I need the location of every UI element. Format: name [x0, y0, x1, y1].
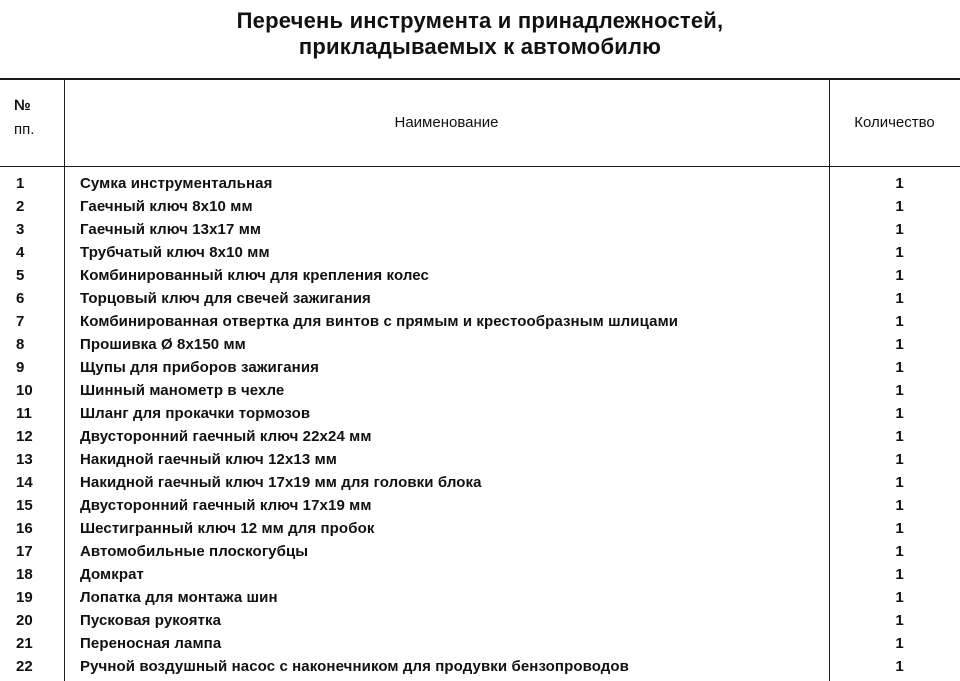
row-number: 19 [16, 589, 33, 606]
row-quantity: 1 [895, 290, 904, 307]
table-row [0, 655, 960, 678]
table-row [0, 632, 960, 655]
table-top-rule [0, 78, 960, 80]
table-row [0, 563, 960, 586]
row-item-name: Щупы для приборов зажигания [80, 359, 320, 376]
document-title [0, 8, 960, 60]
row-item-name: Гаечный ключ 13x17 мм [80, 221, 262, 238]
table-row [0, 356, 960, 379]
row-number: 2 [16, 198, 25, 215]
row-quantity: 1 [895, 497, 904, 514]
table-row [0, 218, 960, 241]
table-row [0, 471, 960, 494]
row-quantity: 1 [895, 382, 904, 399]
row-quantity: 1 [895, 474, 904, 491]
table-header-rule [0, 166, 960, 167]
row-item-name: Шланг для прокачки тормозов [80, 405, 311, 422]
row-item-name: Домкрат [80, 566, 144, 583]
row-quantity: 1 [895, 589, 904, 606]
table-row [0, 379, 960, 402]
header-number-abbrev: пп. [14, 121, 35, 138]
row-item-name: Накидной гаечный ключ 17x19 мм для головки блока [80, 474, 482, 491]
row-item-name: Лопатка для монтажа шин [80, 589, 278, 606]
row-quantity: 1 [895, 543, 904, 560]
header-quantity: Количество [854, 114, 935, 131]
row-quantity: 1 [895, 520, 904, 537]
table-row [0, 586, 960, 609]
row-quantity: 1 [895, 612, 904, 629]
row-quantity: 1 [895, 428, 904, 445]
row-number: 11 [16, 405, 32, 422]
table-row [0, 264, 960, 287]
row-number: 4 [16, 244, 25, 261]
row-number: 9 [16, 359, 25, 376]
table-row [0, 609, 960, 632]
row-number: 7 [16, 313, 25, 330]
table-row [0, 425, 960, 448]
row-quantity: 1 [895, 175, 904, 192]
row-item-name: Двусторонний гаечный ключ 22x24 мм [80, 428, 372, 445]
row-number: 5 [16, 267, 25, 284]
row-item-name: Шестигранный ключ 12 мм для пробок [80, 520, 375, 537]
table-row [0, 540, 960, 563]
row-item-name: Сумка инструментальная [80, 175, 273, 192]
row-quantity: 1 [895, 566, 904, 583]
row-item-name: Ручной воздушный насос с наконечником для продувки бензопроводов [80, 658, 629, 675]
row-number: 22 [16, 658, 33, 675]
row-number: 1 [16, 175, 25, 192]
row-item-name: Комбинированная отвертка для винтов с прямым и крестообразным шлицами [80, 313, 679, 330]
table-row [0, 241, 960, 264]
header-number-symbol: № [14, 97, 31, 114]
row-number: 16 [16, 520, 33, 537]
row-item-name: Пусковая рукоятка [80, 612, 222, 629]
row-item-name: Гаечный ключ 8x10 мм [80, 198, 253, 215]
row-quantity: 1 [895, 451, 904, 468]
row-item-name: Шинный манометр в чехле [80, 382, 285, 399]
row-item-name: Торцовый ключ для свечей зажигания [80, 290, 371, 307]
row-number: 20 [16, 612, 33, 629]
row-number: 13 [16, 451, 33, 468]
row-item-name: Трубчатый ключ 8x10 мм [80, 244, 270, 261]
row-number: 17 [16, 543, 33, 560]
row-quantity: 1 [895, 267, 904, 284]
document-title-line-2: прикладываемых к автомобилю [298, 34, 662, 59]
table-row [0, 287, 960, 310]
row-item-name: Комбинированный ключ для крепления колес [80, 267, 429, 284]
row-quantity: 1 [895, 244, 904, 261]
table-row [0, 517, 960, 540]
table-row [0, 172, 960, 195]
table-body [0, 172, 960, 678]
table-row [0, 310, 960, 333]
document-title-line-1: Перечень инструмента и принадлежностей, [236, 8, 724, 33]
table-row [0, 494, 960, 517]
table-row [0, 402, 960, 425]
row-number: 21 [16, 635, 33, 652]
row-number: 6 [16, 290, 25, 307]
row-quantity: 1 [895, 313, 904, 330]
row-number: 18 [16, 566, 33, 583]
row-item-name: Переносная лампа [80, 635, 222, 652]
row-number: 15 [16, 497, 33, 514]
row-quantity: 1 [895, 221, 904, 238]
tools-table [0, 78, 960, 681]
table-row [0, 448, 960, 471]
row-quantity: 1 [895, 198, 904, 215]
table-row [0, 333, 960, 356]
row-number: 12 [16, 428, 33, 445]
row-item-name: Накидной гаечный ключ 12x13 мм [80, 451, 337, 468]
row-quantity: 1 [895, 336, 904, 353]
row-item-name: Автомобильные плоскогубцы [80, 543, 309, 560]
row-quantity: 1 [895, 359, 904, 376]
row-quantity: 1 [895, 658, 904, 675]
row-item-name: Двусторонний гаечный ключ 17x19 мм [80, 497, 372, 514]
table-row [0, 195, 960, 218]
row-number: 10 [16, 382, 33, 399]
row-number: 14 [16, 474, 33, 491]
row-number: 3 [16, 221, 25, 238]
row-number: 8 [16, 336, 25, 353]
header-name: Наименование [394, 114, 499, 131]
header-number [14, 94, 58, 142]
row-quantity: 1 [895, 405, 904, 422]
row-quantity: 1 [895, 635, 904, 652]
row-item-name: Прошивка Ø 8x150 мм [80, 336, 246, 353]
